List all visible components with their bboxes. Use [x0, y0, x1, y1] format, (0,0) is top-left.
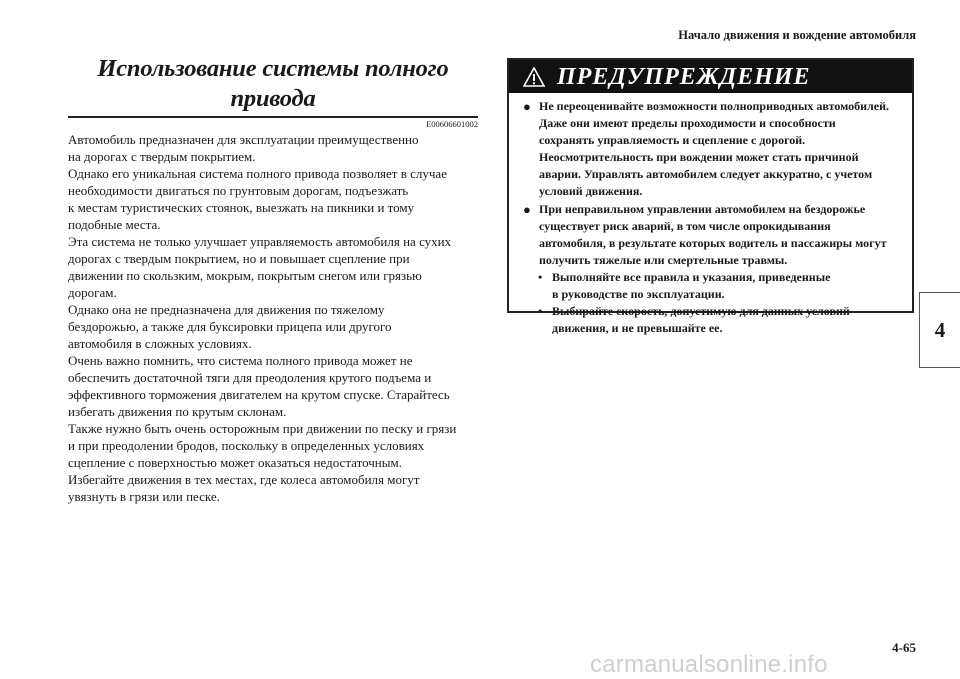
section-body [68, 131, 478, 506]
paragraph: Однако его уникальная система полного привода позволяет в случае необходимости двигаться по грунтовым дорогам, подъезжать к местам туристических стоянок, выезжать на пикники и тому подобные места. [68, 165, 447, 232]
warning-title: ПРЕДУПРЕЖДЕНИЕ [557, 63, 811, 90]
paragraph: Очень важно помнить, что система полного привода может не обеспечить достаточной тяги для преодоления крутого подъема и эффективного торможения двигателем на крутом спуске. Старайтесь избегать движения по крутым склонам. [68, 353, 450, 420]
paragraph: Эта система не только улучшает управляемость автомобиля на сухих дорогах с твердым покрытием, но и повышает сцепление при движении по скользким, мокрым, покрытым снегом или грязью дорогам. [68, 233, 452, 300]
warning-header [509, 60, 912, 93]
chapter-tab-number: 4 [934, 317, 946, 342]
paragraph: Автомобиль предназначен для эксплуатации преимущественно на дорогах с твердым покрытием. [68, 131, 419, 164]
chapter-tab [919, 292, 960, 368]
watermark: carmanualsonline.info [590, 651, 828, 678]
section-title: Использование системы полного привода [97, 55, 449, 112]
bullet: ● [523, 99, 531, 114]
title-underline [68, 116, 478, 118]
paragraph: Также нужно быть очень осторожным при движении по песку и грязи и при преодолении бродов, поскольку в определенных условиях сцепление с поверхностью может оказаться недостаточным. [68, 421, 457, 471]
sub-bullet: • [538, 269, 543, 284]
section-code: E00606601002 [426, 118, 478, 129]
warning-item: ● Не переоценивайте возможности полноприводных автомобилей. Даже они имеют пределы проходимости и способности сохранять управляемость и сцепление с дорогой. Неосмотрительность при вождении может стать причиной аварии. Управлять автомобилем следует аккуратно, с учетом условий движения. [523, 98, 902, 201]
sub-bullet: • [538, 304, 543, 319]
bullet: ● [523, 201, 531, 217]
warning-body [509, 93, 912, 337]
paragraph: Избегайте движения в тех местах, где колеса автомобиля могут увязнуть в грязи или песке. [68, 472, 420, 505]
warning-triangle-icon [523, 67, 545, 87]
warning-box [507, 58, 914, 336]
page-number: 4-65 [892, 640, 916, 655]
warning-item: ● При неправильном управлении автомобилем на бездорожье существует риск аварий, в том числе опрокидывания автомобиля, в результате которых водитель и пассажиры могут получить тяжелые или смертельные травмы. [523, 201, 902, 269]
chapter-header: Начало движения и вождение автомобиля [678, 28, 916, 42]
section-content [68, 54, 478, 506]
paragraph: Однако она не предназначена для движения по тяжелому бездорожью, а также для буксировки прицепа или другого автомобиля в сложных условиях. [68, 301, 392, 352]
warning-subitem: • Выбирайте скорость, допустимую для данных условий движения, и не превышайте ее. [538, 303, 902, 337]
warning-subitem: • Выполняйте все правила и указания, приведенные в руководстве по эксплуатации. [538, 269, 902, 303]
